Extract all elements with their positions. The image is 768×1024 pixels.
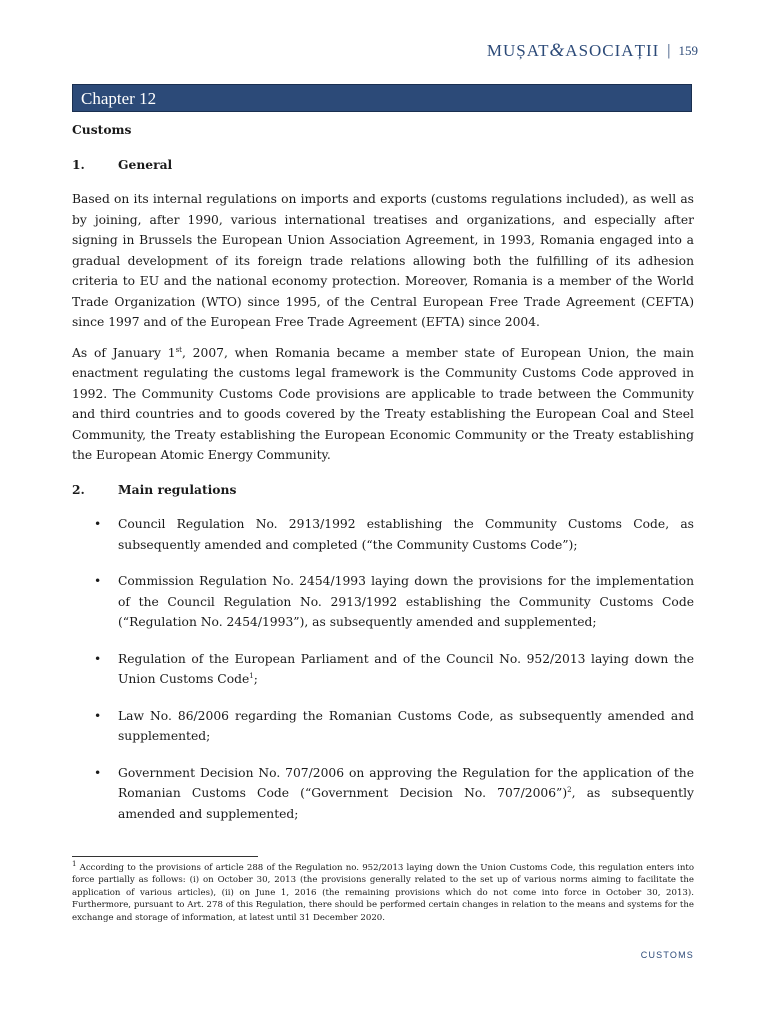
bullet-icon: • xyxy=(94,651,102,666)
footnote-marker: 1 xyxy=(72,860,77,869)
list-item: • Council Regulation No. 2913/1992 establishing the Community Customs Code, as subsequently amended and completed (“the Community Customs Code”); xyxy=(72,514,694,555)
section-heading-text: Main regulations xyxy=(118,481,237,497)
bullet-icon: • xyxy=(94,765,102,780)
list-item: • Government Decision No. 707/2006 on approving the Regulation for the application of the Romanian Customs Code (“Government Decision No. 707/2006”)$^2$, as subsequently amended and supplemented; xyxy=(72,763,694,825)
footnote-ref[interactable]: 2 xyxy=(567,785,572,794)
regulations-list xyxy=(72,514,694,824)
section-heading-general xyxy=(72,155,694,176)
chapter-title-bar xyxy=(72,84,692,112)
section-title: Customs xyxy=(72,122,132,137)
footnote-divider xyxy=(72,856,258,857)
section-number: 1. xyxy=(72,156,85,172)
brand-logo: MUȘAT&ASOCIAȚII xyxy=(486,40,660,61)
footnote xyxy=(72,862,694,924)
section-number: 2. xyxy=(72,481,85,497)
section-heading-main-regulations xyxy=(72,480,694,501)
paragraph: Based on its internal regulations on imports and exports (customs regulations included), as well as by joining, after 1990, various international treatises and organizations, and especially after signing in Brussels the European Union Association Agreement, in 1993, Romania engaged into a gradual development of its foreign trade relations allowing both the fulfilling of its adhesion criteria to EU and the national economy protection. Moreover, Romania is a member of the World Trade Organization (WTO) since 1995, of the Central European Free Trade Agreement (CEFTA) since 1997 and of the European Free Trade Agreement (EFTA) since 2004. xyxy=(72,192,694,329)
list-item: • Regulation of the European Parliament and of the Council No. 952/2013 laying down the Union Customs Code$^1$; xyxy=(72,649,694,690)
footnote-ref[interactable]: 1 xyxy=(249,671,254,680)
document-body xyxy=(72,120,694,840)
list-item: • Commission Regulation No. 2454/1993 laying down the provisions for the implementation of the Council Regulation No. 2913/1992 establishing the Community Customs Code (“Regulation No. 2454/1993”), as subsequently amended and supplemented; xyxy=(72,571,694,633)
list-item: • Law No. 86/2006 regarding the Romanian Customs Code, as subsequently amended and supplemented; xyxy=(72,706,694,747)
bullet-icon: • xyxy=(94,517,102,531)
page-header xyxy=(487,40,698,62)
chapter-title: Chapter 12 xyxy=(81,89,157,108)
header-separator: | xyxy=(667,42,671,59)
page-footer: CUSTOMS xyxy=(640,950,694,960)
paragraph: As of January 1st, 2007, when Romania became a member state of European Union, the main enactment regulating the customs legal framework is the Community Customs Code approved in 1992. The Community Customs Code provisions are applicable to trade between the Community and third countries and to goods covered by the Treaty establishing the European Coal and Steel Community, the Treaty establishing the European Economic Community or the Treaty establishing the European Atomic Energy Community. xyxy=(72,345,694,462)
bullet-icon: • xyxy=(94,574,102,588)
footnote-text: According to the provisions of article 288 of the Regulation no. 952/2013 laying down the Union Customs Code, this regulation enters into force partially as follows: (i) on October 30, 2013 (the provisions generally related to the set up of various norms aiming to facilitate the application of various articles), (ii) on June 1, 2016 (the remaining provisions which do not come into force in October 30, 2013). Furthermore, pursuant to Art. 278 of this Regulation, there should be performed certain changes in relation to the means and systems for the exchange and storage of information, at latest until 31 December 2020. xyxy=(72,863,694,923)
section-heading-text: General xyxy=(118,156,173,172)
page-number: 159 xyxy=(678,43,698,58)
bullet-icon: • xyxy=(94,708,102,723)
